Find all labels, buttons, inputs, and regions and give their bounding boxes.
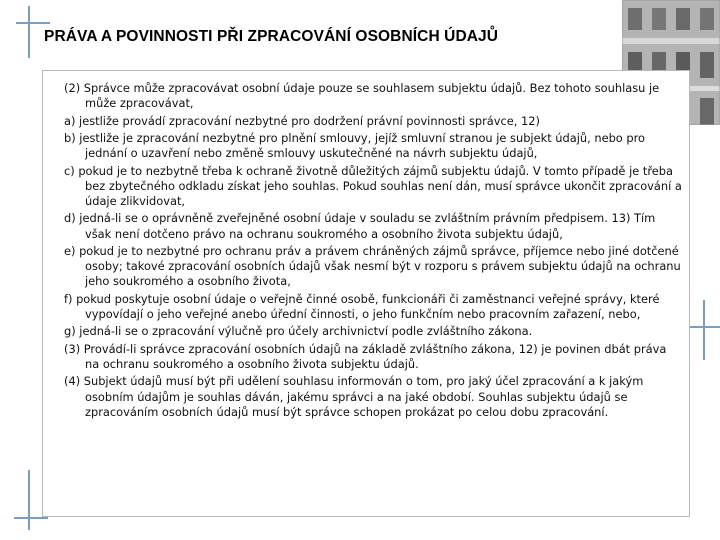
legal-text (64, 81, 684, 422)
paragraph-2a: a) jestliže provádí zpracování nezbytné pro dodržení právní povinnosti správce, 12) (64, 113, 540, 128)
paragraph-4: (4) Subjekt údajů musí být při udělení souhlasu informován o tom, pro jaký účel zpracování a k jakým osobním údajům je souhlas dáván, jakému správci a na jaké období. Souhlas subjektu údajů se zpracováním osobních údajů musí být správce schopen prokázat po celou dobu zpracování. (64, 374, 644, 419)
corner-line-top-left (16, 22, 50, 24)
paragraph-2e: e) pokud je to nezbytné pro ochranu práv a právem chráněných zájmů správce, příjemce nebo jiné dotčené osoby; takové zpracování osobních údajů však nesmí být v rozporu s právem subjektu údajů na ochranu jeho soukromého a osobního života, (64, 243, 681, 289)
paragraph-2g: g) jedná-li se o zpracování výlučně pro účely archivnictví podle zvláštního zákona. (64, 324, 533, 339)
corner-line-right (703, 300, 705, 360)
paragraph-2: (2) Správce může zpracovávat osobní údaje pouze se souhlasem subjektu údajů. Bez tohoto souhlasu je může zpracovávat, (64, 81, 660, 111)
corner-line-right-h (690, 326, 720, 328)
paragraph-2d: d) jedná-li se o oprávněně zveřejněné osobní údaje v souladu se zvláštním právním předpisem. 13) Tím však není dotčeno právo na ochranu soukromého a osobního života subjektu údajů, (64, 211, 656, 241)
corner-line-bottom-left (14, 517, 48, 519)
slide-title: PRÁVA A POVINNOSTI PŘI ZPRACOVÁNÍ OSOBNÍCH ÚDAJŮ (44, 28, 499, 45)
corner-line-left-top (28, 6, 30, 58)
paragraph-2c: c) pokud je to nezbytně třeba k ochraně životně důležitých zájmů subjektu údajů. V tomto případě je třeba bez zbytečného odkladu získat jeho souhlas. Pokud souhlas není dán, musí správce ukončit zpracování a údaje zlikvidovat, (64, 163, 682, 208)
corner-line-left-bottom (28, 470, 30, 530)
paragraph-3: (3) Provádí-li správce zpracování osobních údajů na základě zvláštního zákona, 12) je povinen dbát práva na ochranu soukromého a osobního života subjektu údajů. (64, 341, 667, 371)
paragraph-2b: b) jestliže je zpracování nezbytné pro plnění smlouvy, jejíž smluvní stranou je subjekt údajů, nebo pro jednání o uzavření nebo změně smlouvy uskutečněné na návrh subjektu údajů, (64, 130, 646, 161)
paragraph-2f: f) pokud poskytuje osobní údaje o veřejně činné osobě, funkcionáři či zaměstnanci veřejné správy, které vypovídají o jeho veřejné anebo úřední činnosti, o jeho funkčním nebo pracovním zařazení, nebo, (64, 291, 660, 321)
